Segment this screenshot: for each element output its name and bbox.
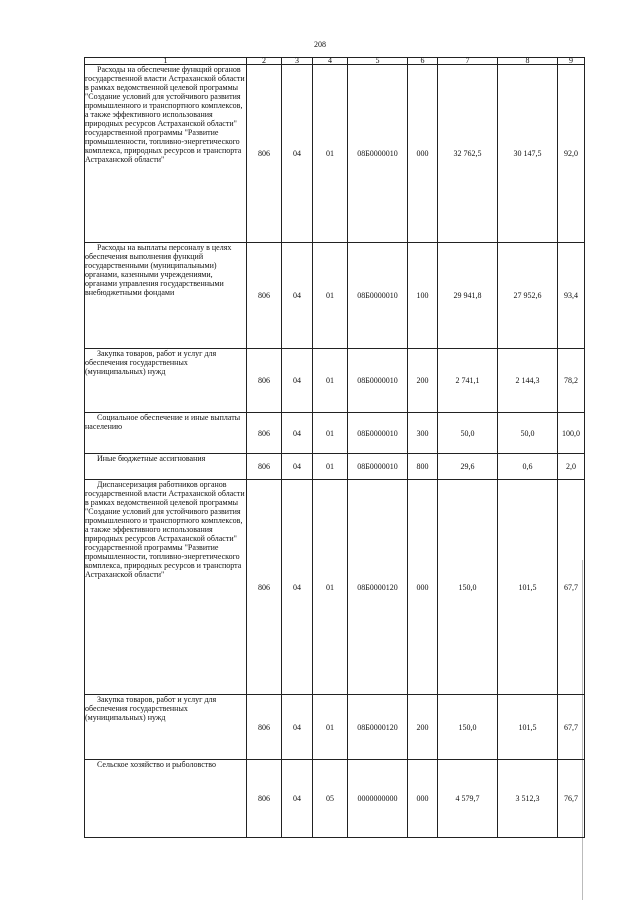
- row-description: Иные бюджетные ассигнования: [85, 454, 247, 480]
- cell-expense-type: 100: [408, 243, 438, 349]
- cell-percent: 93,4: [558, 243, 585, 349]
- column-header: 9: [558, 58, 585, 65]
- table-row: [85, 454, 585, 480]
- column-header: 6: [408, 58, 438, 65]
- cell-section: 04: [282, 695, 313, 760]
- cell-section: 04: [282, 760, 313, 838]
- cell-executed: 101,5: [498, 695, 558, 760]
- column-header: 7: [438, 58, 498, 65]
- column-header: 8: [498, 58, 558, 65]
- page-number: 208: [314, 40, 326, 49]
- cell-ministry: 806: [247, 413, 282, 454]
- cell-ministry: 806: [247, 454, 282, 480]
- cell-subsection: 01: [313, 695, 348, 760]
- cell-section: 04: [282, 65, 313, 243]
- cell-section: 04: [282, 349, 313, 413]
- cell-percent: 92,0: [558, 65, 585, 243]
- cell-section: 04: [282, 454, 313, 480]
- cell-expense-type: 000: [408, 760, 438, 838]
- cell-executed: 3 512,3: [498, 760, 558, 838]
- cell-percent: 100,0: [558, 413, 585, 454]
- cell-target-article: 0000000000: [348, 760, 408, 838]
- cell-executed: 50,0: [498, 413, 558, 454]
- cell-ministry: 806: [247, 760, 282, 838]
- cell-planned: 50,0: [438, 413, 498, 454]
- cell-executed: 101,5: [498, 480, 558, 695]
- table-row: [85, 413, 585, 454]
- budget-table: [84, 57, 585, 838]
- cell-subsection: 01: [313, 349, 348, 413]
- cell-expense-type: 800: [408, 454, 438, 480]
- row-description: Закупка товаров, работ и услуг для обеспечения государственных (муниципальных) нужд: [85, 349, 247, 413]
- row-description: Социальное обеспечение и иные выплаты населению: [85, 413, 247, 454]
- cell-section: 04: [282, 413, 313, 454]
- cell-expense-type: 200: [408, 349, 438, 413]
- cell-percent: 78,2: [558, 349, 585, 413]
- column-number-row: [85, 58, 585, 65]
- cell-subsection: 01: [313, 480, 348, 695]
- cell-ministry: 806: [247, 695, 282, 760]
- cell-target-article: 08Б0000010: [348, 413, 408, 454]
- cell-expense-type: 000: [408, 65, 438, 243]
- cell-target-article: 08Б0000010: [348, 349, 408, 413]
- cell-percent: 76,7: [558, 760, 585, 838]
- row-description: Сельское хозяйство и рыболовство: [85, 760, 247, 838]
- table-row: [85, 760, 585, 838]
- cell-executed: 2 144,3: [498, 349, 558, 413]
- column-header: 4: [313, 58, 348, 65]
- cell-target-article: 08Б0000010: [348, 454, 408, 480]
- cell-percent: 67,7: [558, 695, 585, 760]
- cell-ministry: 806: [247, 480, 282, 695]
- cell-target-article: 08Б0000120: [348, 695, 408, 760]
- cell-planned: 150,0: [438, 695, 498, 760]
- cell-expense-type: 200: [408, 695, 438, 760]
- cell-planned: 150,0: [438, 480, 498, 695]
- column-header: 5: [348, 58, 408, 65]
- row-description: Закупка товаров, работ и услуг для обеспечения государственных (муниципальных) нужд: [85, 695, 247, 760]
- cell-executed: 27 952,6: [498, 243, 558, 349]
- cell-target-article: 08Б0000010: [348, 243, 408, 349]
- cell-ministry: 806: [247, 243, 282, 349]
- cell-subsection: 01: [313, 243, 348, 349]
- cell-executed: 30 147,5: [498, 65, 558, 243]
- row-description: Расходы на обеспечение функций органов государственной власти Астраханской области в рамках ведомственной целевой программы "Создание условий для устойчивого развития промышленного и транспортного комплексов, а также эффективного использования природных ресурсов Астраханской области" государственной программы "Развитие промышленности, топливно-энергетического комплекса, природных ресурсов и транспорта Астраханской области": [85, 65, 247, 243]
- cell-expense-type: 300: [408, 413, 438, 454]
- cell-subsection: 01: [313, 65, 348, 243]
- table-row: [85, 695, 585, 760]
- cell-section: 04: [282, 243, 313, 349]
- cell-ministry: 806: [247, 349, 282, 413]
- cell-target-article: 08Б0000120: [348, 480, 408, 695]
- table-row: [85, 65, 585, 243]
- cell-planned: 29 941,8: [438, 243, 498, 349]
- cell-planned: 29,6: [438, 454, 498, 480]
- cell-percent: 2,0: [558, 454, 585, 480]
- cell-percent: 67,7: [558, 480, 585, 695]
- cell-section: 04: [282, 480, 313, 695]
- table-row: [85, 480, 585, 695]
- cell-target-article: 08Б0000010: [348, 65, 408, 243]
- row-description: Расходы на выплаты персоналу в целях обеспечения выполнения функций государственными (муниципальными) органами, казенными учреждениями, органами управления государственными внебюджетными фондами: [85, 243, 247, 349]
- table-row: [85, 349, 585, 413]
- column-header: 3: [282, 58, 313, 65]
- cell-planned: 2 741,1: [438, 349, 498, 413]
- table-row: [85, 243, 585, 349]
- cell-subsection: 05: [313, 760, 348, 838]
- cell-planned: 4 579,7: [438, 760, 498, 838]
- column-header: 1: [85, 58, 247, 65]
- row-description: Диспансеризация работников органов государственной власти Астраханской области в рамках ведомственной целевой программы "Создание условий для устойчивого развития промышленного и транспортного комплексов, а также эффективного использования природных ресурсов Астраханской области" государственной программы "Развитие промышленности, топливно-энергетического комплекса, природных ресурсов и транспорта Астраханской области": [85, 480, 247, 695]
- cell-subsection: 01: [313, 454, 348, 480]
- cell-subsection: 01: [313, 413, 348, 454]
- cell-planned: 32 762,5: [438, 65, 498, 243]
- cell-ministry: 806: [247, 65, 282, 243]
- cell-executed: 0,6: [498, 454, 558, 480]
- cell-expense-type: 000: [408, 480, 438, 695]
- column-header: 2: [247, 58, 282, 65]
